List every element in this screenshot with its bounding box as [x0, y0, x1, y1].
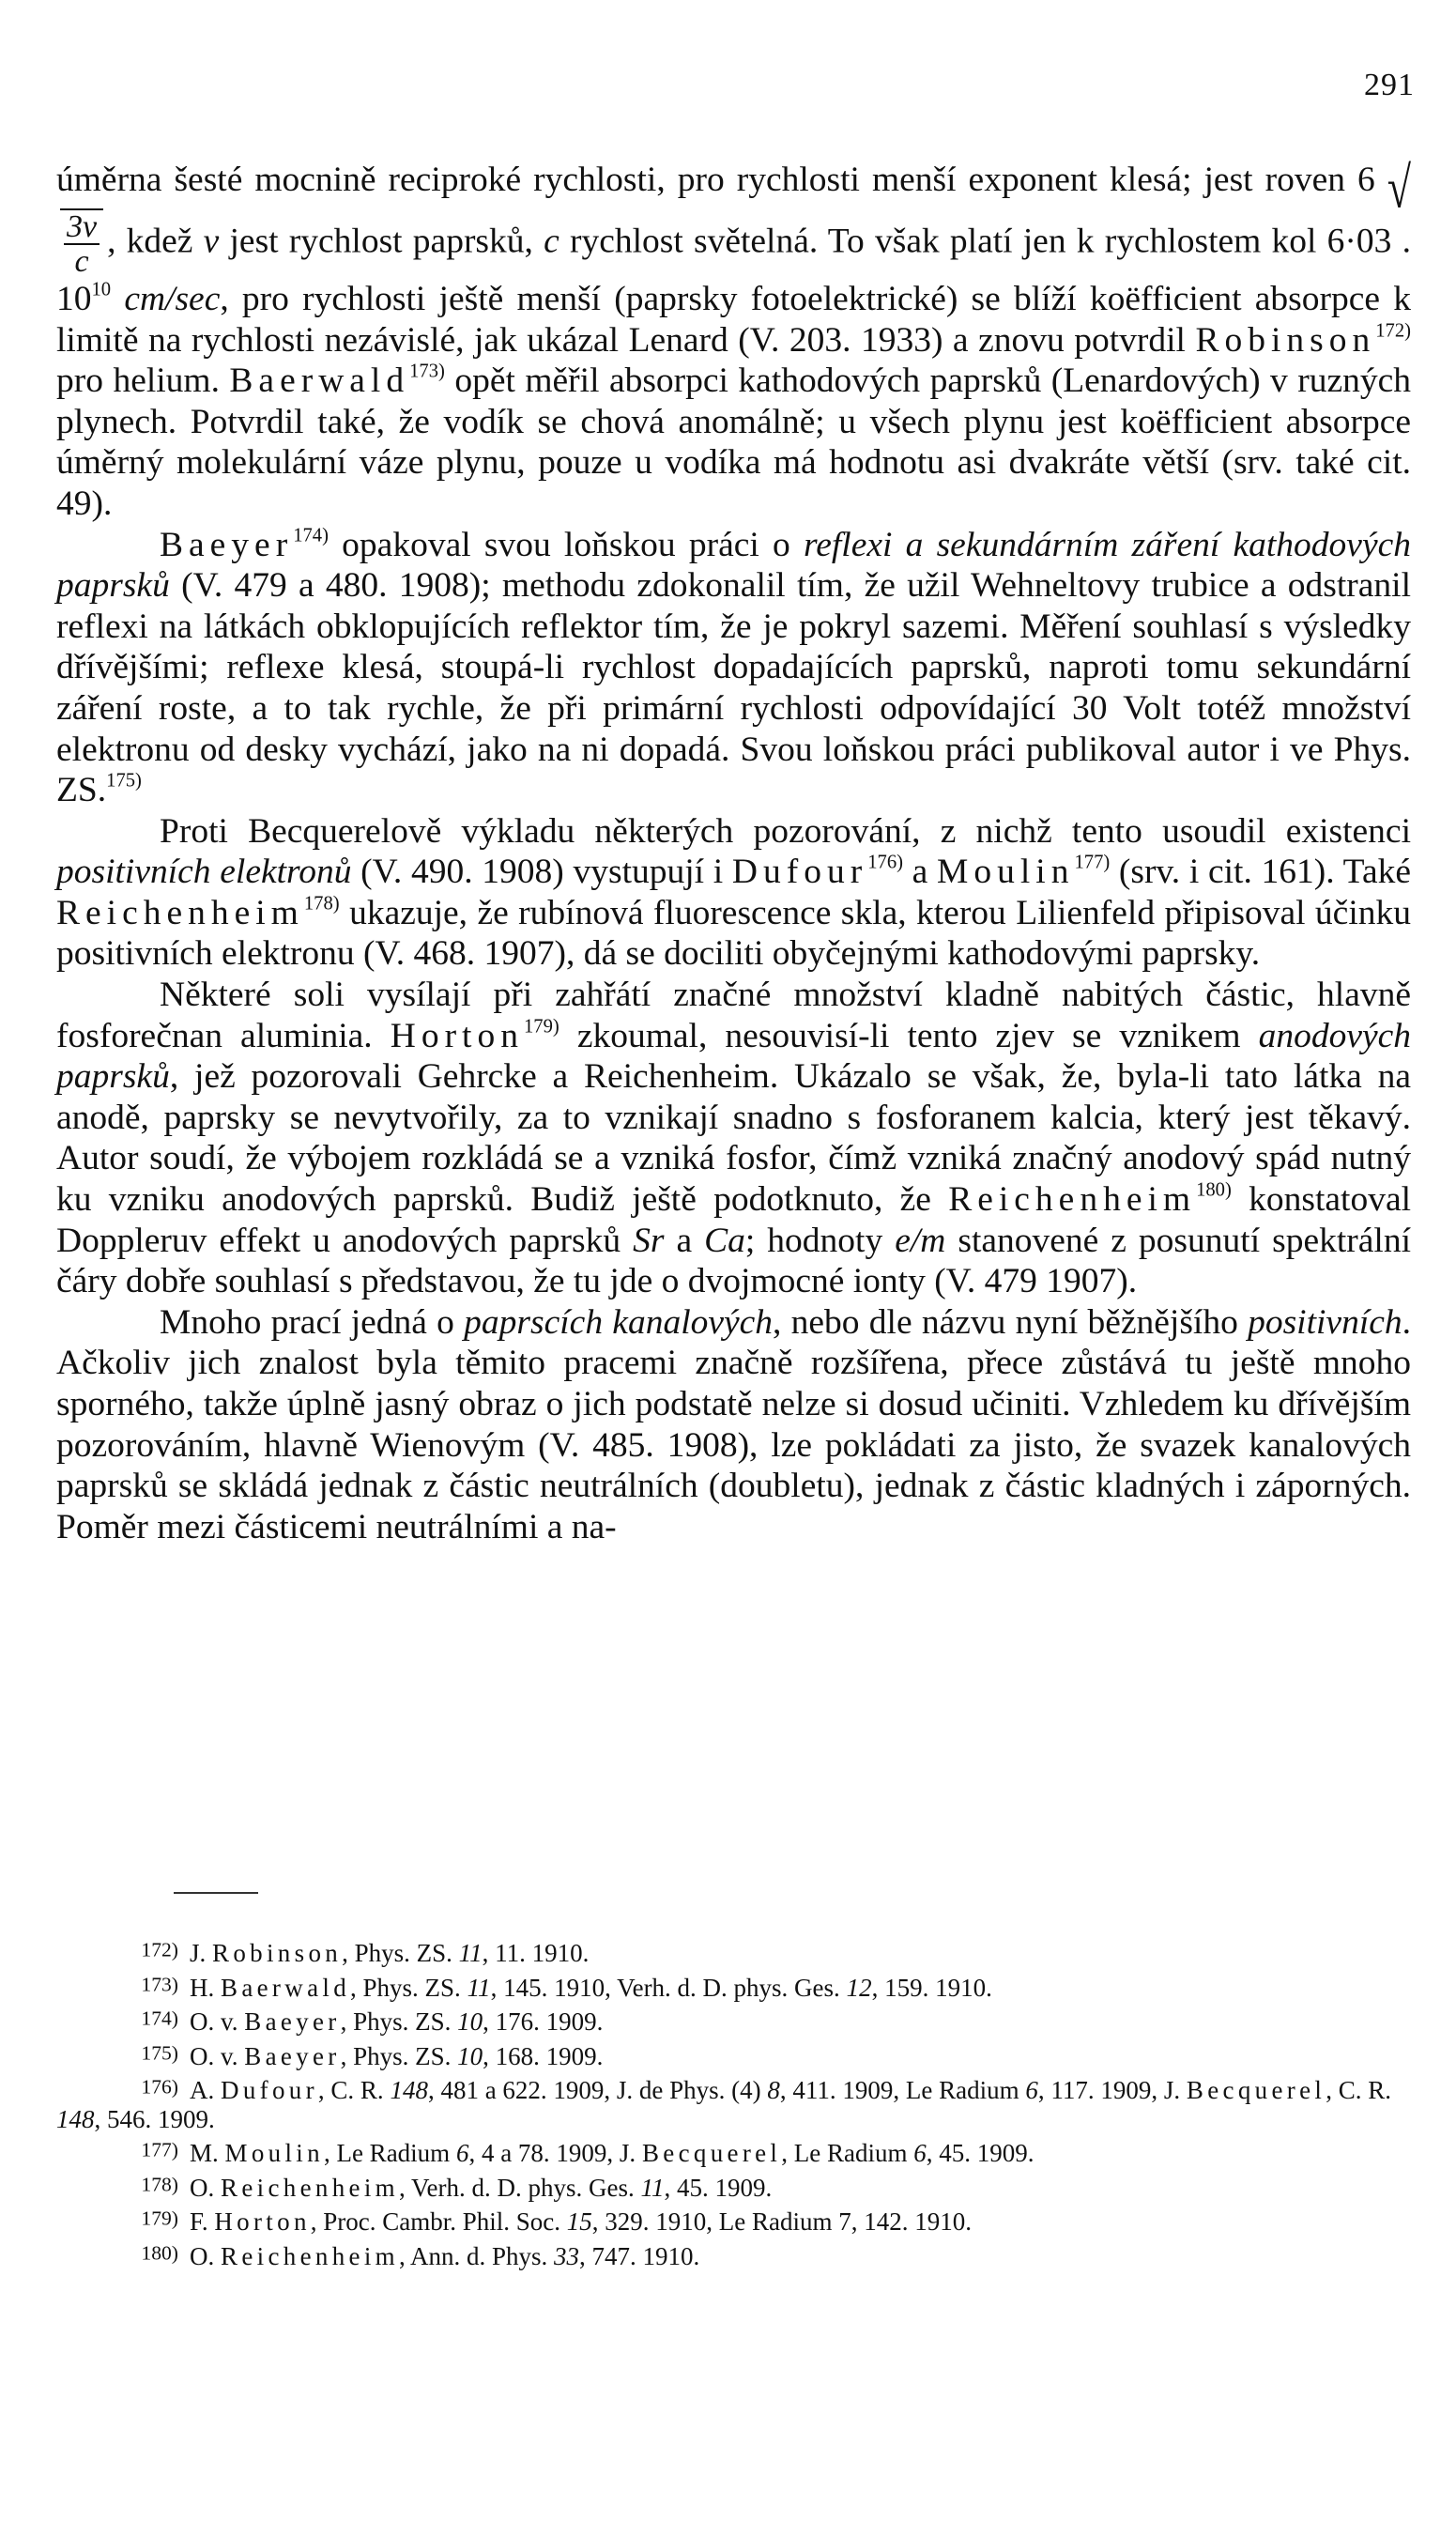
footnote-number-text: 175)	[141, 2041, 178, 2065]
text-run: , 329. 1910, Le Radium 7, 142. 1910.	[591, 2207, 973, 2236]
text-run: , 117. 1909, J.	[1037, 2076, 1187, 2104]
text-run: , 546. 1909.	[94, 2104, 215, 2133]
italic-text: positivních elektronů	[56, 853, 352, 892]
text-run: , 176. 1909.	[483, 2007, 604, 2036]
text-run: , Le Radium	[323, 2139, 456, 2167]
spaced-author-name: Robinson	[212, 1939, 343, 1967]
text-run: Mnoho prací jedná o	[160, 1302, 465, 1342]
italic-text: positivních	[1248, 1302, 1402, 1342]
text-run: Proti Becquerelově výkladu některých pozorování, z nichž tento usoudil existenci	[160, 811, 1411, 851]
text-run: , jež pozorovali Gehrcke a Reichenheim. Ukázalo se však, že, byla-li tato látka na anodě, paprsky se nevytvořily, za to vznikají snadno s fosforanem kalcia, který jest těkavý. Autor soudí, že výbojem rozkládá se a vzniká fosfor, čímž vzniká značný anodový spád nutný ku vzniku anodových paprsků. Budiž ještě podotknuto, že	[56, 1057, 1411, 1220]
italic-text: 15	[566, 2207, 592, 2236]
footnote-divider	[174, 1892, 258, 1894]
footnote	[56, 2207, 1411, 2237]
italic-text: 148	[56, 2104, 95, 2133]
footnote-number-text: 178)	[141, 2173, 178, 2196]
footnote-number-text: 172)	[141, 1938, 178, 1961]
text-run: stanovené z posunutí spektrální čáry dobře souhlasí s představou, že tu jde o dvojmocné ionty (V. 479 1907).	[56, 1221, 1411, 1301]
footnote-reference: 175)	[106, 770, 142, 792]
italic-text: v	[203, 221, 220, 260]
spaced-author-name: Moulin	[224, 2139, 324, 2167]
spaced-author-name: Becquerel	[641, 2139, 782, 2167]
footnote-reference: 173)	[409, 361, 445, 382]
footnote-number-text: 174)	[141, 2007, 178, 2030]
footnote-number	[56, 2242, 190, 2271]
text-run: a	[664, 1221, 705, 1260]
page-number: 291	[1364, 68, 1415, 102]
text-run: (srv. i cit. 161). Také	[1110, 853, 1411, 892]
text-run: úměrna šesté mocnině reciproké rychlosti, pro rychlosti menší exponent klesá; jest roven 6	[56, 161, 1387, 199]
spaced-author-name: Baeyer	[244, 2007, 341, 2036]
fraction	[60, 208, 103, 279]
spaced-author-name: Becquerel	[1186, 2076, 1326, 2104]
spaced-author-name: Horton	[214, 2207, 311, 2236]
text-run: J.	[190, 1939, 213, 1967]
italic-text: c	[544, 221, 559, 260]
footnote-reference: 180)	[1196, 1179, 1232, 1201]
footnote-number-text: 176)	[141, 2075, 178, 2099]
text-run: pro helium.	[56, 361, 230, 401]
italic-text: 12	[846, 1973, 872, 2002]
text-run: Některé soli vysílají při zahřátí značné množství kladně nabitých částic, hlavně fosforečnan aluminia.	[56, 976, 1411, 1055]
text-run: ; hodnoty	[744, 1221, 896, 1260]
paragraph	[56, 811, 1411, 975]
footnote-number	[56, 2007, 190, 2037]
footnote-number-text: 173)	[141, 1973, 178, 1996]
spaced-author-name: Baerwald	[229, 361, 410, 401]
paragraph	[56, 975, 1411, 1302]
footnote	[56, 2007, 1411, 2037]
footnote-reference: 177)	[1074, 852, 1111, 873]
text-run: a	[902, 853, 938, 892]
footnote	[56, 2076, 1411, 2133]
text-run: (V. 490. 1908) vystupují i	[351, 853, 732, 892]
italic-text: 10	[457, 2007, 483, 2036]
text-run: , Proc. Cambr. Phil. Soc.	[310, 2207, 567, 2236]
text-run: A.	[190, 2076, 221, 2104]
text-run: , 45. 1909.	[926, 2139, 1035, 2167]
body-text	[56, 154, 1412, 1547]
fraction-numerator: 3v	[64, 210, 100, 246]
text-run: konstatoval Doppleruv effekt u anodových paprsků	[56, 1180, 1412, 1260]
text-run: , C. R.	[1326, 2076, 1392, 2104]
footnote	[56, 2139, 1411, 2168]
italic-text: 11	[467, 1973, 491, 2002]
footnote-reference: 172)	[1375, 320, 1411, 342]
italic-text: paprscích kanalových	[464, 1302, 774, 1342]
text-run: jest rychlost paprsků,	[219, 221, 544, 260]
spaced-author-name: Dufour	[221, 2076, 318, 2104]
italic-text: 10	[457, 2041, 483, 2070]
spaced-author-name: Baerwald	[221, 1973, 351, 2002]
text-run: F.	[190, 2207, 215, 2236]
spaced-author-name: Dufour	[731, 853, 868, 892]
footnote	[56, 1939, 1411, 1968]
text-run: , pro rychlosti ještě menší (paprsky fotoelektrické) se blíží koëfficient absorpce k limitě na rychlosti nezávislé, jak ukázal Lenard (V. 203. 1933) a znovu potvrdil	[56, 279, 1411, 360]
paragraph	[56, 1302, 1411, 1548]
text-run: H.	[190, 1973, 221, 2002]
spaced-author-name: Reichenheim	[948, 1180, 1197, 1220]
footnote-number-text: 180)	[141, 2241, 178, 2265]
text-run: , 481 a 622. 1909, J. de Phys. (4)	[427, 2076, 768, 2104]
text-run: , 747. 1910.	[579, 2241, 700, 2270]
footnote-number	[56, 1974, 190, 2003]
footnote-reference: 176)	[867, 852, 903, 873]
text-run: , Phys. ZS.	[350, 1973, 467, 2002]
footnote-number	[56, 2207, 190, 2237]
spaced-author-name: Moulin	[937, 853, 1075, 892]
footnote-number	[56, 2174, 190, 2203]
italic-text: 33	[554, 2241, 580, 2270]
footnote-number	[56, 1939, 190, 1968]
text-run	[111, 280, 124, 318]
fraction-denominator: c	[74, 244, 89, 280]
italic-text: cm/sec	[124, 279, 221, 318]
text-run: , 45. 1909.	[664, 2173, 773, 2202]
italic-text: 11	[458, 1939, 483, 1967]
text-run: opět měřil absorpci kathodových paprsků (Lenardových) v ruzných plynech. Potvrdil také, že vodík se chová anomálně; u všech plynu jest koëfficient absorpce úměrný molekulární váze plynu, pouze u vodíka má hodnotu asi dvakráte větší (srv. také cit. 49).	[56, 361, 1411, 523]
italic-text: 11	[640, 2173, 665, 2202]
footnote	[56, 2242, 1411, 2271]
text-run: , 159. 1910.	[871, 1973, 992, 2002]
text-run: O. v.	[190, 2041, 245, 2070]
italic-text: e/m	[895, 1221, 946, 1260]
italic-text: reflexi a sekundárním záření kathodových paprsků	[56, 525, 1411, 606]
text-run: (V. 479 a 480. 1908); methodu zdokonalil tím, že užil Wehneltovy trubice a odstranil reflexi na látkách obklopujících reflektor tím, že je pokryl sazemi. Měření souhlasí s výsledky dřívějšími; reflexe klesá, stoupá-li rychlost dopadajících paprsků, naproti tomu sekundární záření roste, a to tak rychle, že při primární rychlosti odpovídající 30 Volt totéž množství elektronu od desky vychází, jako na ni dopadá. Svou loňskou práci publikoval autor i ve Phys. ZS.	[56, 566, 1411, 810]
text-run: , 168. 1909.	[483, 2041, 604, 2070]
text-run: M.	[190, 2139, 225, 2167]
italic-text: 6	[1025, 2076, 1038, 2104]
italic-text: 6	[913, 2139, 927, 2167]
text-run: , 145. 1910, Verh. d. D. phys. Ges.	[490, 1973, 847, 2002]
spaced-author-name: Reichenheim	[221, 2241, 399, 2270]
footnote-number-text: 179)	[141, 2207, 178, 2230]
spaced-author-name: Reichenheim	[221, 2173, 399, 2202]
text-run: O.	[190, 2173, 221, 2202]
footnote-number	[56, 2139, 190, 2168]
footnote-reference: 178)	[303, 893, 340, 915]
text-run: , C. R.	[317, 2076, 391, 2104]
text-run: , 4 a 78. 1909, J.	[468, 2139, 642, 2167]
footnote-reference: 179)	[523, 1016, 559, 1038]
text-run: , 11. 1910.	[482, 1939, 590, 1967]
italic-text: Sr	[633, 1221, 665, 1260]
text-run: O. v.	[190, 2007, 245, 2036]
text-run: , 411. 1909, Le Radium	[779, 2076, 1026, 2104]
italic-text: 6	[455, 2139, 469, 2167]
square-root-sign: √	[1387, 154, 1411, 220]
text-run: rychlost světelná. To však platí jen k rychlostem kol 6·03 . 10	[56, 221, 1411, 318]
footnotes	[56, 1939, 1411, 2276]
text-run: , Verh. d. D. phys. Ges.	[398, 2173, 641, 2202]
paragraph	[56, 525, 1411, 811]
footnote	[56, 2174, 1411, 2203]
footnote-reference: 174)	[293, 525, 329, 546]
text-run: zkoumal, nesouvisí-li tento zjev se vznikem	[559, 1016, 1259, 1055]
spaced-author-name: Horton	[390, 1016, 524, 1055]
footnote	[56, 2042, 1411, 2071]
paragraph	[56, 154, 1411, 525]
footnote-reference: 10	[91, 279, 112, 300]
footnote-number	[56, 2042, 190, 2071]
text-run: , kdež	[107, 221, 204, 260]
footnote-number-text: 177)	[141, 2138, 178, 2161]
footnote-number	[56, 2076, 190, 2105]
text-run: , Phys. ZS.	[340, 2007, 458, 2036]
italic-text: Ca	[704, 1221, 745, 1260]
text-run: , nebo dle názvu nyní běžnějšího	[773, 1302, 1249, 1342]
spaced-author-name: Baeyer	[160, 525, 294, 564]
text-run: , Phys. ZS.	[342, 1939, 459, 1967]
text-run: , Phys. ZS.	[340, 2041, 458, 2070]
spaced-author-name: Reichenheim	[56, 893, 304, 932]
text-run: , Ann. d. Phys.	[398, 2241, 555, 2270]
text-run: O.	[190, 2241, 221, 2270]
italic-text: 8	[767, 2076, 780, 2104]
italic-text: 148	[390, 2076, 428, 2104]
spaced-author-name: Robinson	[1195, 320, 1376, 360]
spaced-author-name: Baeyer	[244, 2041, 341, 2070]
text-run: ukazuje, že rubínová fluorescence skla, kterou Lilienfeld připisoval účinku positivních elektronu (V. 468. 1907), dá se dociliti obyčejnými kathodovými paprsky.	[56, 893, 1411, 974]
text-run: , Le Radium	[781, 2139, 914, 2167]
text-run: . Ačkoliv jich znalost byla těmito pracemi značně rozšířena, přece zůstává tu ještě mnoho sporného, takže úplně jasný obraz o jich podstatě nelze si dosud učiniti. Vzhledem ku dřívějším pozorováním, hlavně Wienovým (V. 485. 1908), lze pokládati za jisto, že svazek kanalových paprsků se skládá jednak z částic neutrálních (doubletu), jednak z částic kladných i záporných. Poměr mezi částicemi neutrálními a na-	[56, 1302, 1412, 1546]
footnote	[56, 1974, 1411, 2003]
italic-text: anodových paprsků	[56, 1016, 1411, 1097]
text-run: opakoval svou loňskou práci o	[328, 525, 805, 564]
